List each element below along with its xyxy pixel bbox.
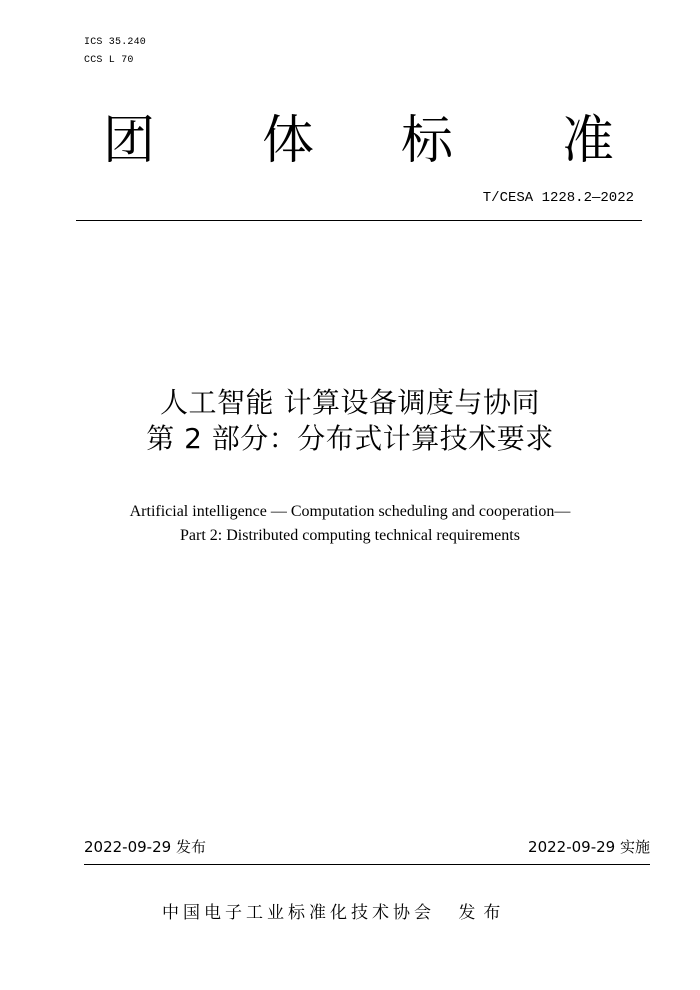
chinese-title-line-2: 第 2 部分：分布式计算技术要求 (146, 422, 554, 455)
standard-number: T/CESA 1228.2—2022 (482, 190, 634, 206)
chinese-title-line-1: 人工智能 计算设备调度与协同 (160, 386, 540, 419)
standard-type-char-3: 标 (400, 111, 453, 171)
english-title-line-2: Part 2: Distributed computing technical requirements (180, 527, 520, 544)
standard-type-char-2: 体 (261, 111, 314, 171)
effective-date: 2022-09-29 实施 (528, 838, 650, 856)
footer-divider (84, 864, 650, 865)
issuer-name: 中国电子工业标准化技术协会 (162, 903, 435, 923)
header-divider (76, 220, 642, 221)
issue-date: 2022-09-29 发布 (84, 838, 206, 856)
standard-type-char-4: 准 (561, 111, 614, 171)
issuer-action: 发布 (458, 903, 509, 923)
english-title-block (0, 500, 700, 548)
chinese-title-block (0, 385, 700, 457)
ics-code: ICS 35.240 (84, 37, 147, 48)
standard-type-char-1: 团 (102, 111, 155, 171)
ccs-code: CCS L 70 (84, 55, 134, 66)
issuer-row (162, 902, 508, 924)
english-title-line-1: Artificial intelligence — Computation scheduling and cooperation— (129, 503, 571, 520)
